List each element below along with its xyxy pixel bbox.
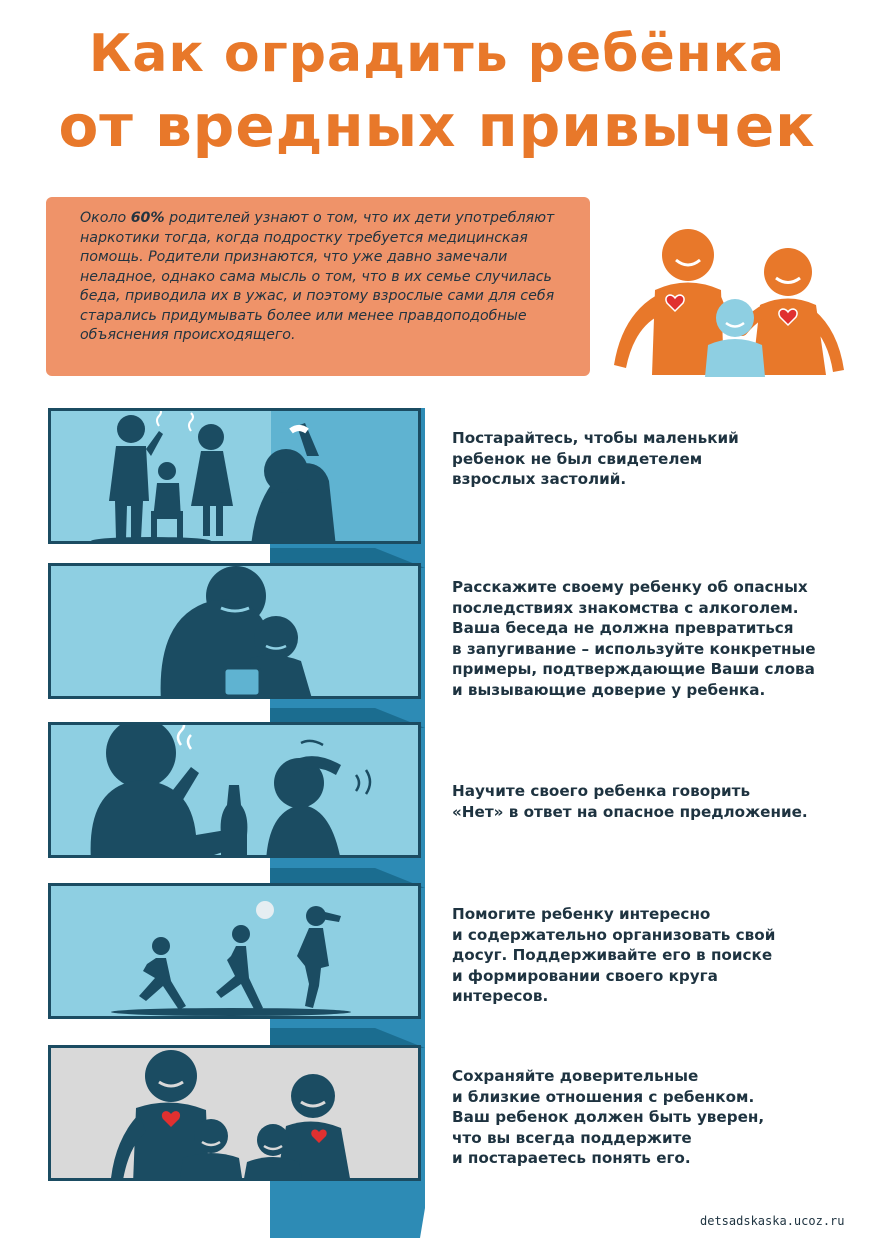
tip-5-text: Сохраняйте доверительные и близкие отношения с ребенком. Ваш ребенок должен быть уверен, что вы всегда поддержите и постараетесь понять его. xyxy=(452,1067,765,1167)
tip-3-text: Научите своего ребенка говорить «Нет» в ответ на опасное предложение. xyxy=(452,782,808,821)
intro-box xyxy=(46,197,590,376)
panel-adult-party xyxy=(48,408,421,544)
panel-say-no xyxy=(48,722,421,858)
panel-leisure xyxy=(48,883,421,1019)
tip-4-text: Помогите ребенку интересно и содержательно организовать свой досуг. Поддерживайте его в поиске и формировании своего круга интересов. xyxy=(452,905,776,1005)
statistic-highlight: 60% xyxy=(130,210,165,226)
panel-conversation xyxy=(48,563,421,699)
footer-website: detsadskaska.ucoz.ru xyxy=(700,1214,845,1228)
tip-2-text: Расскажите своему ребенку об опасных последствиях знакомства с алкоголем. Ваша беседа не должна превратиться в запугивание – используйте конкретные примеры, подтверждающие Ваши слова и вызывающие доверие у ребенка. xyxy=(452,578,816,699)
panel-family-trust xyxy=(48,1045,421,1181)
title-line-1: Как оградить ребёнка xyxy=(88,24,786,84)
title-line-2: от вредных привычек xyxy=(58,92,816,160)
family-illustration xyxy=(600,220,850,385)
intro-text: Около 60% родителей узнают о том, что их дети употребляют наркотики тогда, когда подростку требуется медицинская помощь. Родители признаются, что уже давно замечали неладное, однако сама мысль о том, что в их семье случилась беда, приводила их в ужас, и поэтому взрослые сами для себя старались придумывать более или менее правдоподобные объяснения происходящего. xyxy=(80,210,555,343)
tip-1-text: Постарайтесь, чтобы маленький ребенок не был свидетелем взрослых застолий. xyxy=(452,429,739,488)
